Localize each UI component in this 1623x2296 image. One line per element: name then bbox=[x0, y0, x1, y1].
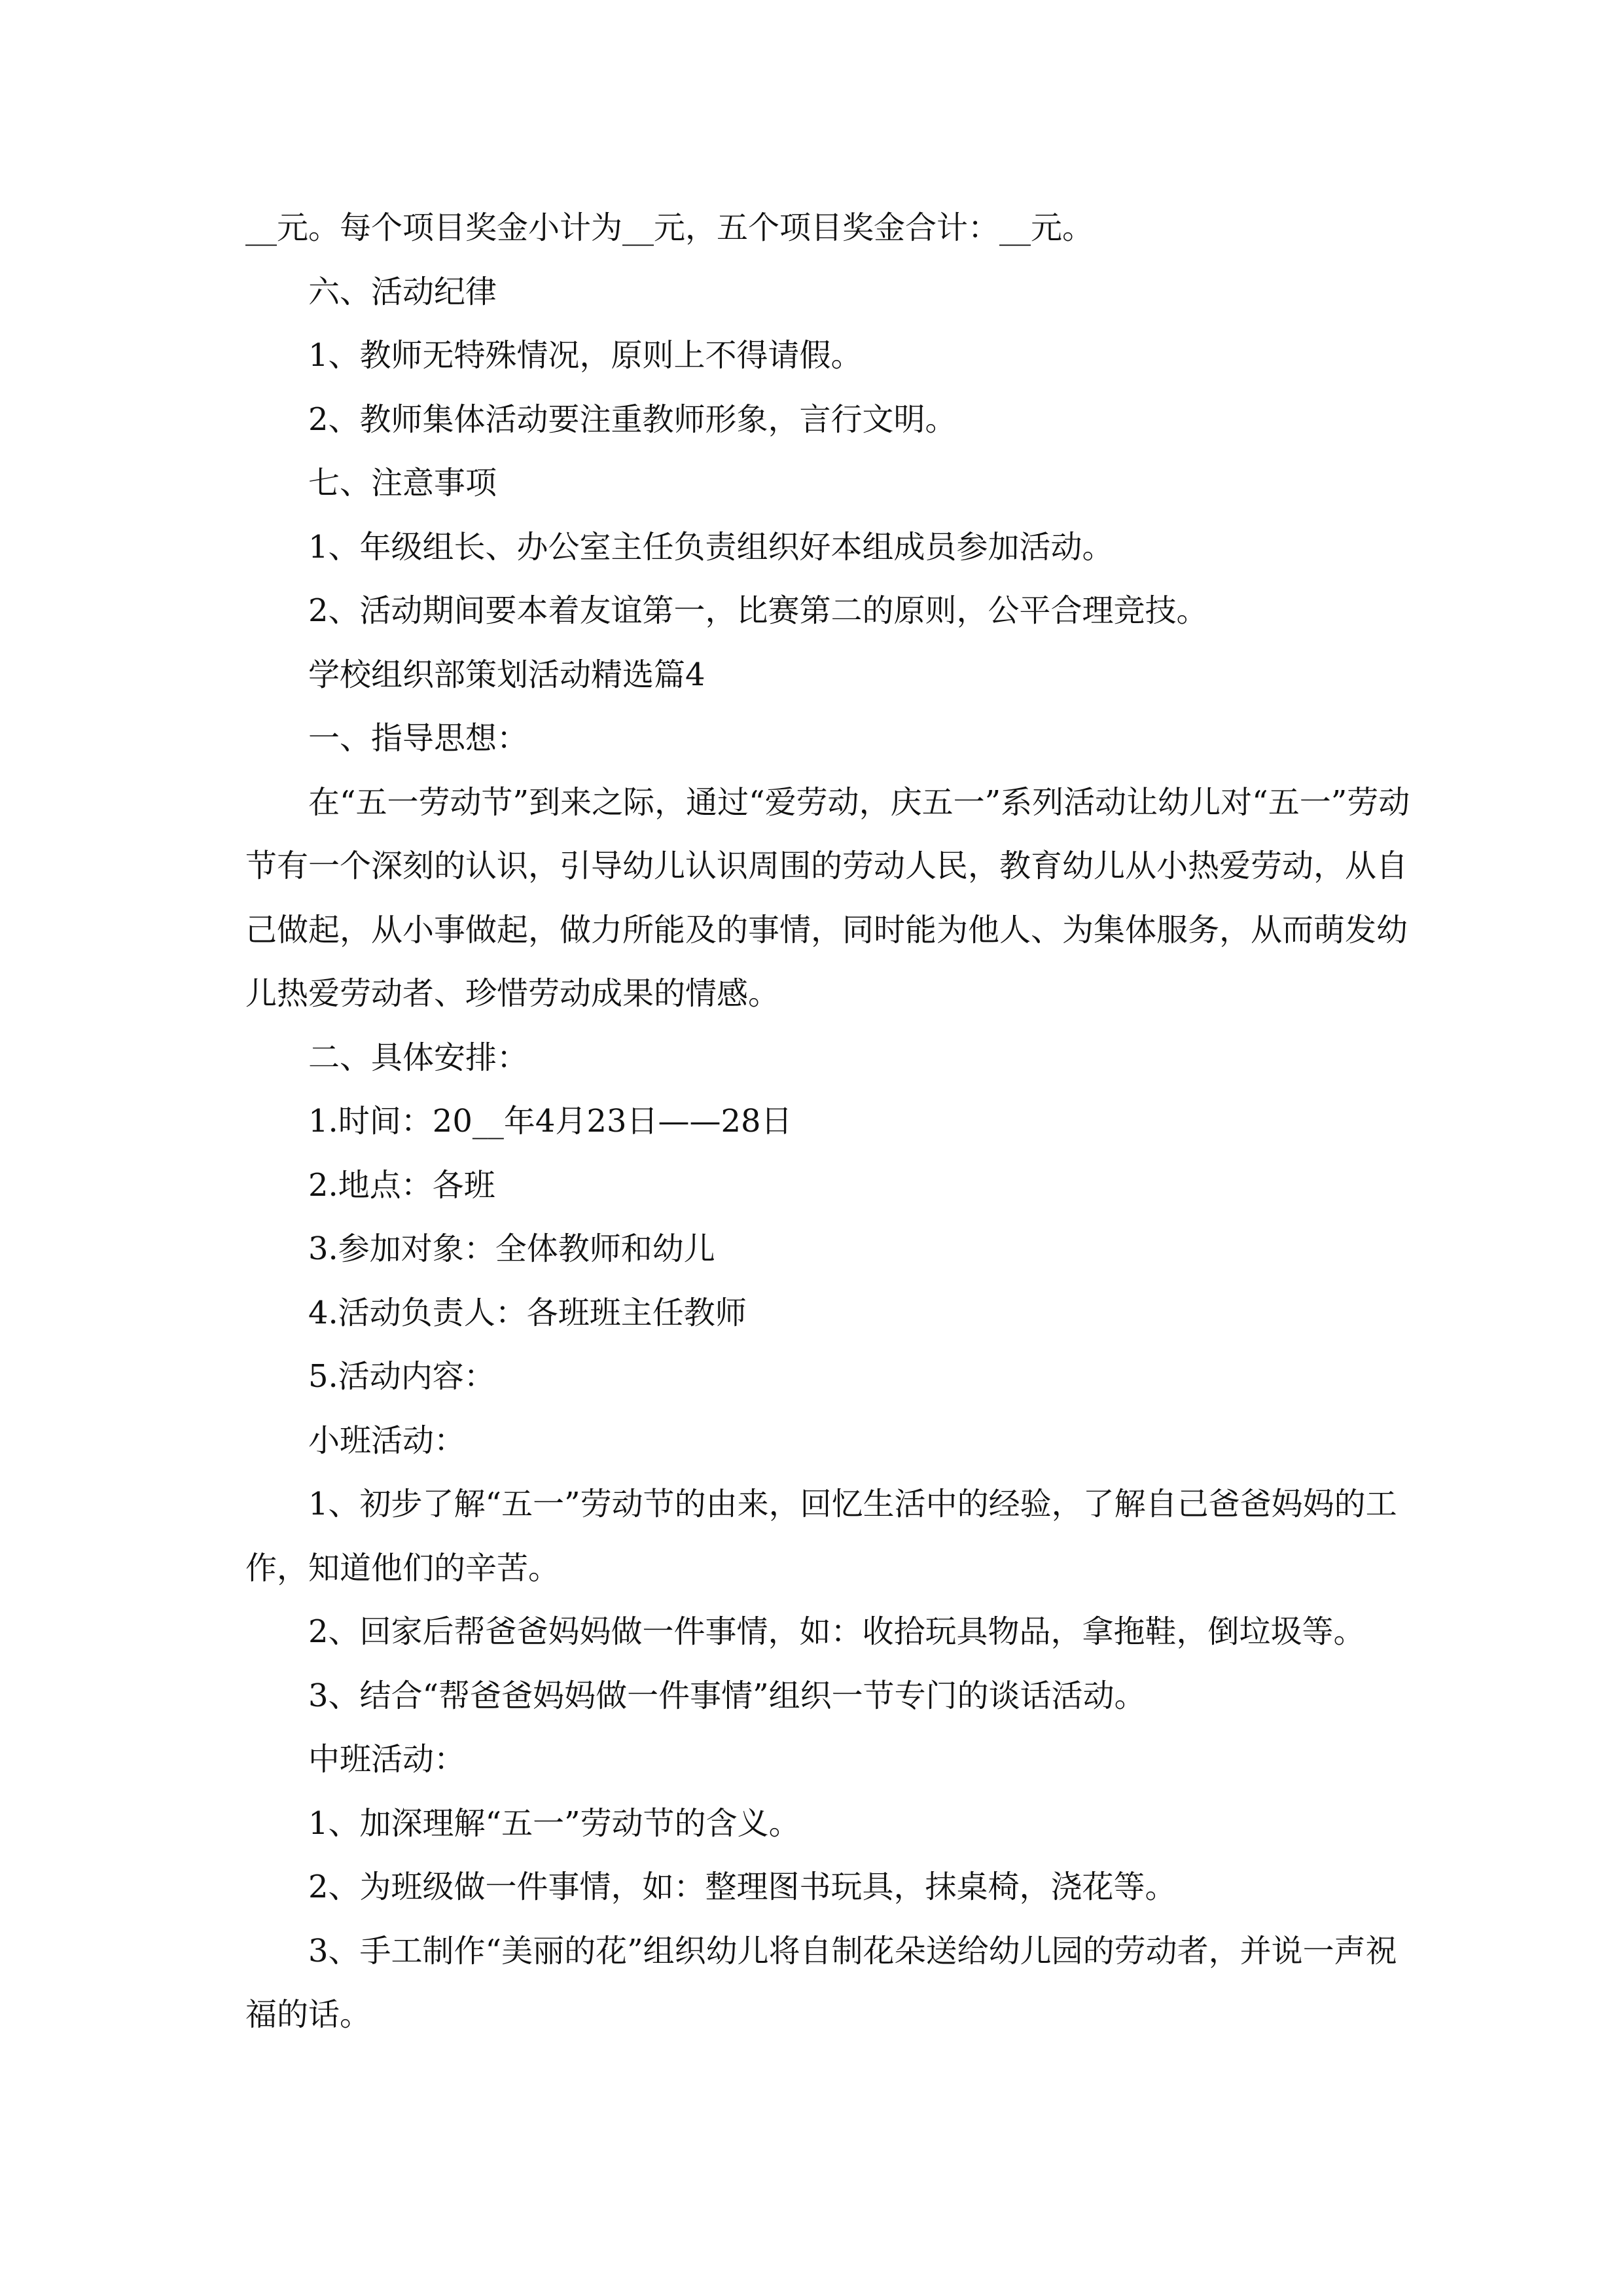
list-item: 2、活动期间要本着友谊第一，比赛第二的原则，公平合理竞技。 bbox=[308, 592, 1208, 629]
heading-small-class: 小班活动： bbox=[308, 1422, 466, 1459]
list-item-location: 2.地点：各班 bbox=[308, 1166, 495, 1204]
list-item: 3、结合“帮爸爸妈妈做一件事情”组织一节专门的谈话活动。 bbox=[308, 1677, 1146, 1714]
list-item-content: 5.活动内容： bbox=[308, 1358, 495, 1395]
list-item: 3、手工制作“美丽的花”组织幼儿将自制花朵送给幼儿园的劳动者，并说一声祝福的话。 bbox=[245, 1932, 1397, 2033]
heading-activity-discipline: 六、活动纪律 bbox=[308, 273, 497, 310]
list-item: 2、为班级做一件事情，如：整理图书玩具，抹桌椅，浇花等。 bbox=[308, 1869, 1177, 1905]
list-item: 1、年级组长、办公室主任负责组织好本组成员参加活动。 bbox=[308, 528, 1114, 565]
paragraph-prize-total: __元。每个项目奖金小计为__元，五个项目奖金合计：__元。 bbox=[245, 209, 1094, 246]
section-title: 学校组织部策划活动精选篇4 bbox=[308, 656, 705, 693]
list-item: 2、回家后帮爸爸妈妈做一件事情，如：收拾玩具物品，拿拖鞋，倒垃圾等。 bbox=[308, 1613, 1365, 1650]
list-item: 1、初步了解“五一”劳动节的由来，回忆生活中的经验，了解自己爸爸妈妈的工作，知道他们的辛苦。 bbox=[245, 1486, 1397, 1587]
paragraph-guiding-idea: 在“五一劳动节”到来之际，通过“爱劳动，庆五一”系列活动让幼儿对“五一”劳动节有一个深刻的认识，引导幼儿认识周围的劳动人民，教育幼儿从小热爱劳动，从自己做起，从小事做起，做力所能及的事情，同时能为他人、为集体服务，从而萌发幼儿热爱劳动者、珍惜劳动成果的情感。 bbox=[245, 783, 1410, 1012]
list-item-owner: 4.活动负责人：各班班主任教师 bbox=[308, 1294, 747, 1331]
heading-arrangement: 二、具体安排： bbox=[308, 1039, 529, 1076]
heading-guiding-idea: 一、指导思想： bbox=[308, 720, 529, 757]
list-item-time: 1.时间：20__年4月23日——28日 bbox=[308, 1103, 793, 1139]
document-body bbox=[245, 196, 1410, 2047]
heading-notes: 七、注意事项 bbox=[308, 465, 497, 501]
heading-middle-class: 中班活动： bbox=[308, 1741, 466, 1778]
list-item-participants: 3.参加对象：全体教师和幼儿 bbox=[308, 1230, 715, 1267]
list-item: 1、加深理解“五一”劳动节的含义。 bbox=[308, 1804, 800, 1842]
list-item: 1、教师无特殊情况，原则上不得请假。 bbox=[308, 337, 863, 374]
list-item: 2、教师集体活动要注重教师形象，言行文明。 bbox=[308, 401, 957, 438]
